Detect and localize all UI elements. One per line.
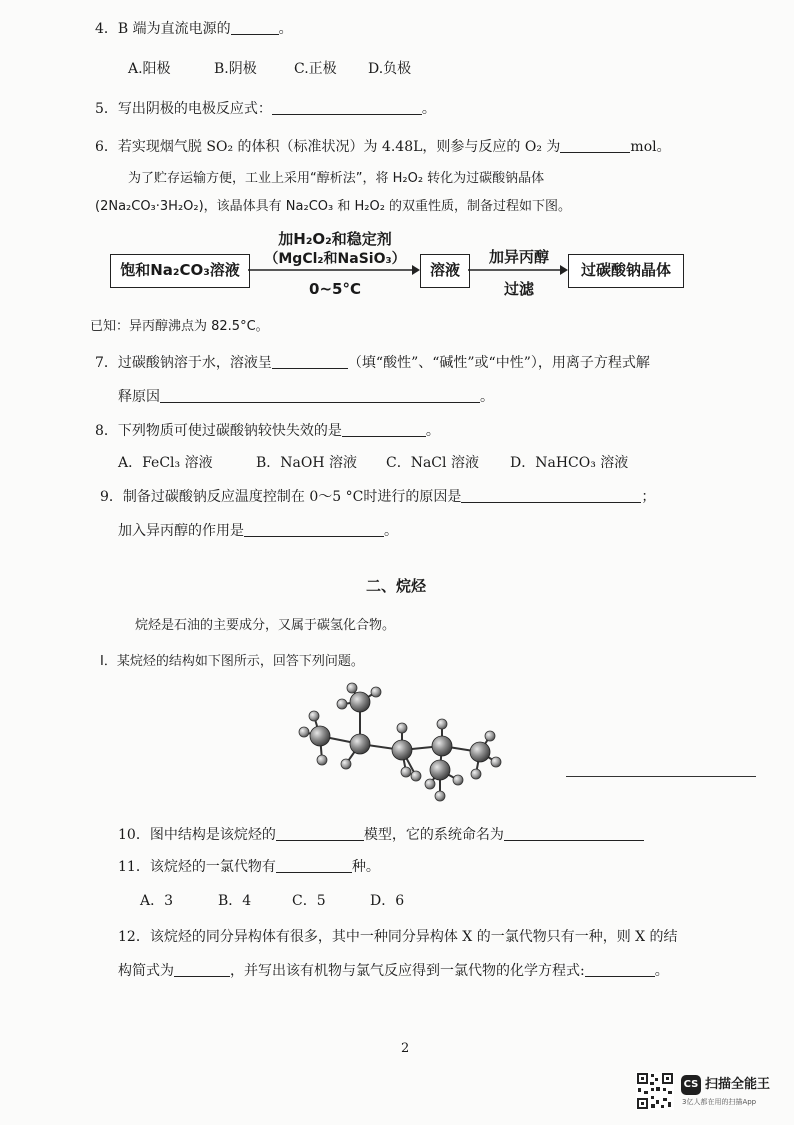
- flow-arrow2-label-top: 加异丙醇: [488, 248, 549, 266]
- q12-number: 12．: [118, 929, 150, 945]
- q8-text: 下列物质可使过碳酸钠较快失效的是: [117, 423, 342, 439]
- q7-line2-text: 释原因: [118, 389, 160, 405]
- q4-option-b[interactable]: B.阴极: [214, 61, 257, 77]
- q12-text: 该烷烃的同分异构体有很多，其中一种同分异构体 X 的一氯代物只有一种，则 X 的结: [149, 929, 678, 945]
- q4-number: 4．: [95, 21, 118, 37]
- q7-answer-blank-1[interactable]: [272, 354, 348, 369]
- q7-text-2: （填“酸性”、“碱性”或“中性”），用离子方程式解: [347, 355, 650, 371]
- flow-arrow2-label-bottom: 过滤: [503, 280, 534, 298]
- q8-option-b[interactable]: B．NaOH 溶液: [256, 455, 358, 471]
- q5-number: 5．: [95, 101, 118, 117]
- q6-text: 若实现烟气脱 SO₂ 的体积（标准状况）为 4.48L，则参与反应的 O₂ 为: [117, 139, 561, 155]
- q12-tail: 。: [654, 963, 669, 979]
- q11-option-b[interactable]: B．4: [218, 893, 252, 909]
- q6-answer-blank[interactable]: [560, 138, 630, 153]
- q9-tail: ；: [641, 489, 656, 505]
- intro-line-2: (2Na₂CO₃·3H₂O₂)，该晶体具有 Na₂CO₃ 和 H₂O₂ 的双重性质，制备过程如下图。: [95, 199, 572, 214]
- q9-answer-blank-2[interactable]: [244, 522, 384, 537]
- scanner-badge-text: CS: [683, 1079, 699, 1090]
- q12-line-1: [118, 928, 678, 946]
- page-number: 2: [401, 1041, 410, 1056]
- q4-options: [128, 60, 411, 78]
- q9-number: 9．: [100, 489, 123, 505]
- q7-tail: 。: [480, 389, 494, 405]
- q4-text: B 端为直流电源的: [117, 21, 231, 37]
- flow-arrow1-label-top2: （MgCl₂和NaSiO₃）: [264, 251, 406, 267]
- q5-text: 写出阴极的电极反应式：: [117, 101, 272, 117]
- q11-option-a[interactable]: A．3: [140, 893, 174, 909]
- q4-option-d[interactable]: D.负极: [368, 61, 412, 77]
- known-note: 已知：异丙醇沸点为 82.5°C。: [90, 319, 269, 334]
- q4-tail: 。: [278, 21, 293, 37]
- q11-answer-blank[interactable]: [276, 858, 352, 873]
- q9-line-2: [118, 522, 398, 540]
- q6-line: [95, 138, 671, 156]
- flow-box-solution: 溶液: [420, 254, 470, 288]
- q10-line: [118, 826, 644, 844]
- q5-line: [95, 100, 436, 118]
- q6-number: 6．: [95, 139, 118, 155]
- side-answer-line[interactable]: [566, 776, 756, 777]
- q4-option-a[interactable]: A.阳极: [128, 61, 171, 77]
- q8-line: [95, 422, 440, 440]
- flow-arrow1-label-bottom: 0~5°C: [309, 280, 361, 298]
- flow-arrow-1: [248, 264, 420, 276]
- q8-option-d[interactable]: D．NaHCO₃ 溶液: [510, 455, 629, 471]
- qr-code-icon: [636, 1072, 674, 1110]
- q6-tail: mol。: [630, 139, 671, 155]
- section-title: 二、烷烃: [366, 577, 427, 595]
- flow-box-saturated-solution: 饱和Na₂CO₃溶液: [110, 254, 250, 288]
- q10-answer-blank-1[interactable]: [276, 826, 364, 841]
- q7-line-1: [95, 354, 650, 372]
- q7-line-2: [118, 388, 494, 406]
- q11-number: 11．: [118, 859, 150, 875]
- q9-line-1: [100, 488, 655, 506]
- q8-tail: 。: [425, 423, 440, 439]
- q11-tail: 种。: [351, 859, 380, 875]
- q10-number: 10．: [118, 827, 150, 843]
- scanner-app-badge: [681, 1075, 701, 1095]
- q8-answer-blank[interactable]: [342, 422, 426, 437]
- q11-options: [140, 892, 404, 910]
- q11-option-c[interactable]: C．5: [292, 893, 326, 909]
- scanner-app-name: 扫描全能王: [705, 1077, 771, 1092]
- scanner-app-tagline: 3亿人都在用的扫描App: [682, 1098, 757, 1106]
- q12-line2-b: ，并写出该有机物与氯气反应得到一氯代物的化学方程式:: [230, 963, 585, 979]
- q12-answer-blank-1[interactable]: [174, 962, 230, 977]
- q9-text: 制备过碳酸钠反应温度控制在 0～5 °C时进行的原因是: [122, 489, 462, 505]
- flow-arrow-2: [468, 264, 568, 276]
- intro-line-1: 为了贮存运输方便，工业上采用“醇析法”，将 H₂O₂ 转化为过碳酸钠晶体: [128, 171, 545, 186]
- q4-line: [95, 20, 293, 38]
- flow-box-crystal: 过碳酸钠晶体: [568, 254, 684, 288]
- q4-option-c[interactable]: C.正极: [294, 61, 337, 77]
- q5-answer-blank[interactable]: [272, 100, 422, 115]
- q11-text: 该烷烃的一氯代物有: [149, 859, 276, 875]
- section-intro: 烷烃是石油的主要成分，又属于碳氢化合物。: [135, 618, 396, 633]
- q8-options: [118, 454, 628, 472]
- q8-number: 8．: [95, 423, 118, 439]
- q4-answer-blank[interactable]: [231, 20, 279, 35]
- molecule-ball-and-stick-model: [290, 680, 510, 810]
- q10-text-2: 模型，它的系统命名为: [363, 827, 504, 843]
- q9-tail-2: 。: [384, 523, 398, 539]
- q5-tail: 。: [421, 101, 436, 117]
- q8-option-a[interactable]: A．FeCl₃ 溶液: [118, 455, 213, 471]
- q9-line2-text: 加入异丙醇的作用是: [118, 523, 244, 539]
- q12-answer-blank-2[interactable]: [585, 962, 655, 977]
- q11-line: [118, 858, 380, 876]
- flow-arrow1-label-top1: 加H₂O₂和稳定剂: [278, 230, 392, 248]
- q9-answer-blank-1[interactable]: [461, 488, 641, 503]
- q10-answer-blank-2[interactable]: [504, 826, 644, 841]
- q12-line2-a: 构简式为: [118, 963, 174, 979]
- q10-text-1: 图中结构是该烷烃的: [149, 827, 276, 843]
- q7-number: 7．: [95, 355, 118, 371]
- part1-heading: I．某烷烃的结构如下图所示，回答下列问题。: [100, 654, 364, 669]
- q7-text-1: 过碳酸钠溶于水，溶液呈: [117, 355, 272, 371]
- q11-option-d[interactable]: D．6: [370, 893, 405, 909]
- q7-answer-blank-2[interactable]: [160, 388, 480, 403]
- q8-option-c[interactable]: C．NaCl 溶液: [386, 455, 479, 471]
- q12-line-2: [118, 962, 669, 980]
